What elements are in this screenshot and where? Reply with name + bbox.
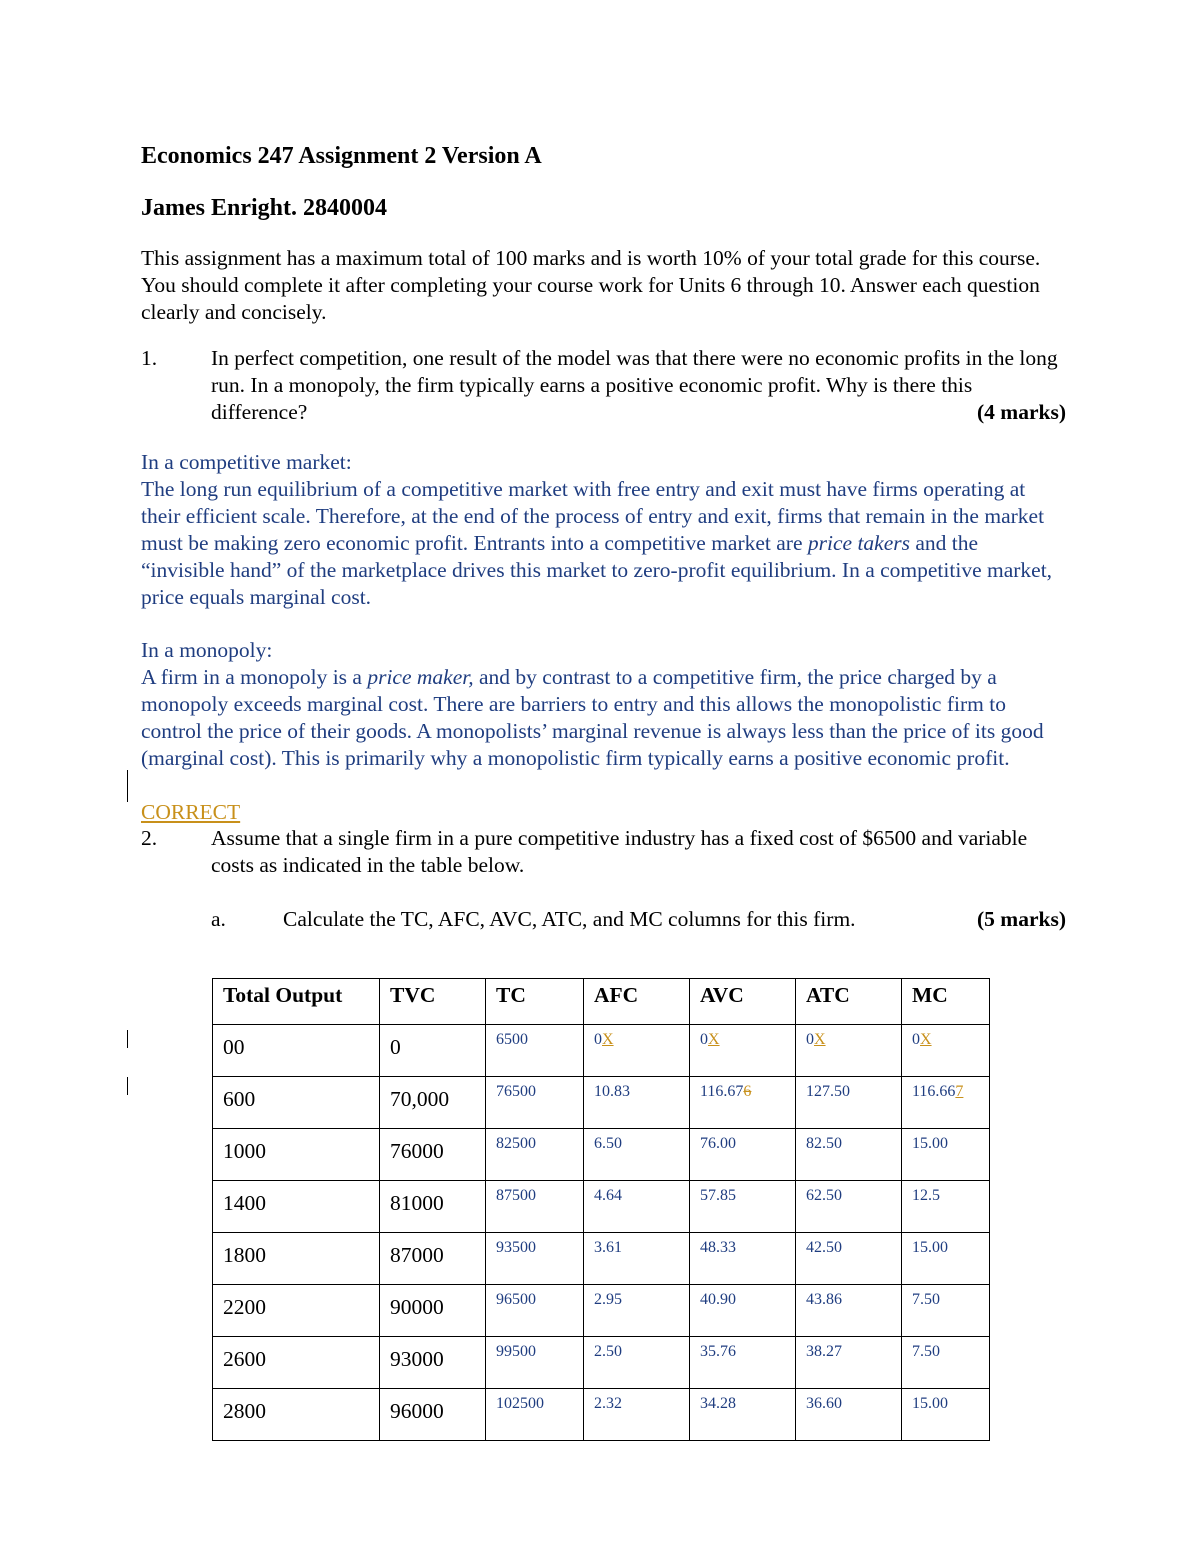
revision-bar bbox=[127, 770, 128, 802]
monopoly-emphasis: price maker, bbox=[367, 665, 474, 689]
question-2a-marks: (5 marks) bbox=[977, 907, 1066, 931]
cell-afc: 4.64 bbox=[584, 1181, 690, 1233]
competitive-paragraph bbox=[141, 476, 1066, 611]
table-row bbox=[213, 1337, 990, 1389]
cell-avc: 57.85 bbox=[690, 1181, 796, 1233]
cell-tvc: 93000 bbox=[380, 1337, 486, 1389]
cell-output: 2800 bbox=[213, 1389, 380, 1441]
author-line: James Enright. 2840004 bbox=[141, 195, 387, 221]
document-title: Economics 247 Assignment 2 Version A bbox=[141, 143, 542, 169]
cell-mc: 15.00 bbox=[902, 1389, 990, 1441]
intro-paragraph: This assignment has a maximum total of 100 marks and is worth 10% of your total grade for this course. You should complete it after completing your course work for Units 6 through 10. Answer each question clearly and concisely. bbox=[141, 246, 1041, 324]
competitive-text-b: and the “invisible hand” of the marketplace drives this market to zero-profit equilibrium. In a competitive market, price equals marginal cost. bbox=[141, 531, 1053, 609]
cell-mc: 15.00 bbox=[902, 1129, 990, 1181]
answer-1-monopoly bbox=[141, 637, 1066, 772]
competitive-emphasis: price takers bbox=[807, 531, 910, 555]
question-2 bbox=[141, 825, 1066, 879]
cell-mc bbox=[902, 1025, 990, 1077]
grader-x-mark: X bbox=[814, 1031, 826, 1048]
question-2a bbox=[211, 906, 1066, 933]
cell-atc: 43.86 bbox=[796, 1285, 902, 1337]
header-tvc: TVC bbox=[380, 979, 486, 1025]
cell-avc bbox=[690, 1025, 796, 1077]
cell-afc: 6.50 bbox=[584, 1129, 690, 1181]
cell-afc: 2.50 bbox=[584, 1337, 690, 1389]
cell-tc: 76500 bbox=[486, 1077, 584, 1129]
cell-avc: 48.33 bbox=[690, 1233, 796, 1285]
cell-afc bbox=[584, 1025, 690, 1077]
grader-x-mark: X bbox=[602, 1031, 614, 1048]
cell-atc: 127.50 bbox=[796, 1077, 902, 1129]
header-total-output: Total Output bbox=[213, 979, 380, 1025]
cell-avc: 40.90 bbox=[690, 1285, 796, 1337]
monopoly-paragraph bbox=[141, 664, 1066, 772]
cell-value: 0 bbox=[912, 1031, 920, 1048]
table-header-row bbox=[213, 979, 990, 1025]
cell-value: 0 bbox=[806, 1031, 814, 1048]
table-row bbox=[213, 1077, 990, 1129]
header-afc: AFC bbox=[584, 979, 690, 1025]
cell-atc: 36.60 bbox=[796, 1389, 902, 1441]
header-atc: ATC bbox=[796, 979, 902, 1025]
cell-mc: 12.5 bbox=[902, 1181, 990, 1233]
cell-tc: 82500 bbox=[486, 1129, 584, 1181]
cell-tvc: 87000 bbox=[380, 1233, 486, 1285]
cell-avc bbox=[690, 1077, 796, 1129]
cell-value: 0 bbox=[700, 1031, 708, 1048]
header-avc: AVC bbox=[690, 979, 796, 1025]
cell-tc: 87500 bbox=[486, 1181, 584, 1233]
cell-atc: 62.50 bbox=[796, 1181, 902, 1233]
competitive-text-a: The long run equilibrium of a competitive market with free entry and exit must have firms operating at their efficient scale. Therefore, at the end of the process of entry and exit, firms that remain in the market must be making zero economic profit. Entrants into a competitive market are bbox=[141, 477, 1045, 555]
cost-table bbox=[212, 978, 990, 1441]
cell-avc: 35.76 bbox=[690, 1337, 796, 1389]
cell-tvc: 90000 bbox=[380, 1285, 486, 1337]
cell-output: 600 bbox=[213, 1077, 380, 1129]
table-row bbox=[213, 1285, 990, 1337]
cell-tvc: 81000 bbox=[380, 1181, 486, 1233]
question-2a-text bbox=[283, 906, 1066, 933]
cell-atc bbox=[796, 1025, 902, 1077]
answer-1-competitive bbox=[141, 449, 1066, 611]
cell-mc: 7.50 bbox=[902, 1337, 990, 1389]
cell-atc: 82.50 bbox=[796, 1129, 902, 1181]
question-1-body: In perfect competition, one result of the model was that there were no economic profits in the long run. In a monopoly, the firm typically earns a positive economic profit. Why is there this difference? bbox=[211, 346, 1058, 424]
question-1-number: 1. bbox=[141, 346, 158, 370]
question-1-text bbox=[211, 345, 1066, 426]
cell-tvc: 0 bbox=[380, 1025, 486, 1077]
cell-afc: 2.32 bbox=[584, 1389, 690, 1441]
cell-tc: 6500 bbox=[486, 1025, 584, 1077]
cell-mc: 15.00 bbox=[902, 1233, 990, 1285]
question-1-marks: (4 marks) bbox=[977, 400, 1066, 424]
table-row bbox=[213, 1233, 990, 1285]
cell-tc: 96500 bbox=[486, 1285, 584, 1337]
cell-output: 1800 bbox=[213, 1233, 380, 1285]
cell-afc: 10.83 bbox=[584, 1077, 690, 1129]
cell-output: 1400 bbox=[213, 1181, 380, 1233]
cell-afc: 3.61 bbox=[584, 1233, 690, 1285]
header-tc: TC bbox=[486, 979, 584, 1025]
table-row bbox=[213, 1389, 990, 1441]
monopoly-text-b: and by contrast to a competitive firm, the price charged by a monopoly exceeds marginal cost. There are barriers to entry and this allows the monopolistic firm to control the price of their goods. A monopolists’ marginal revenue is always less than the price of its good (marginal cost). This is primarily why a monopolistic firm typically earns a positive economic profit. bbox=[141, 665, 1044, 770]
header-mc: MC bbox=[902, 979, 990, 1025]
question-2a-body: Calculate the TC, AFC, AVC, ATC, and MC columns for this firm. bbox=[283, 907, 856, 931]
cell-mc: 7.50 bbox=[902, 1285, 990, 1337]
grader-correct-mark: CORRECT bbox=[141, 800, 241, 824]
cell-output: 00 bbox=[213, 1025, 380, 1077]
grader-x-mark: X bbox=[920, 1031, 932, 1048]
inserted-digit: 7 bbox=[955, 1083, 964, 1100]
grader-x-mark: X bbox=[708, 1031, 720, 1048]
cell-atc: 38.27 bbox=[796, 1337, 902, 1389]
question-2-number: 2. bbox=[141, 826, 158, 850]
table-row bbox=[213, 1025, 990, 1077]
cell-value: 116.67 bbox=[700, 1083, 744, 1100]
table-row bbox=[213, 1129, 990, 1181]
question-1 bbox=[141, 345, 1066, 426]
competitive-heading: In a competitive market: bbox=[141, 450, 352, 474]
monopoly-heading: In a monopoly: bbox=[141, 638, 273, 662]
revision-bar bbox=[127, 1030, 128, 1048]
revision-bar bbox=[127, 1077, 128, 1095]
cell-value: 116.66 bbox=[912, 1083, 956, 1100]
cell-afc: 2.95 bbox=[584, 1285, 690, 1337]
cell-output: 2600 bbox=[213, 1337, 380, 1389]
monopoly-text-a: A firm in a monopoly is a bbox=[141, 665, 368, 689]
cell-tvc: 76000 bbox=[380, 1129, 486, 1181]
cell-avc: 34.28 bbox=[690, 1389, 796, 1441]
question-2-text: Assume that a single firm in a pure competitive industry has a fixed cost of $6500 and variable costs as indicated in the table below. bbox=[211, 826, 1028, 877]
cell-output: 2200 bbox=[213, 1285, 380, 1337]
cell-tc: 93500 bbox=[486, 1233, 584, 1285]
cell-tvc: 96000 bbox=[380, 1389, 486, 1441]
cell-avc: 76.00 bbox=[690, 1129, 796, 1181]
table-row bbox=[213, 1181, 990, 1233]
cell-value: 0 bbox=[594, 1031, 602, 1048]
cell-tc: 102500 bbox=[486, 1389, 584, 1441]
cell-tvc: 70,000 bbox=[380, 1077, 486, 1129]
cell-mc bbox=[902, 1077, 990, 1129]
cell-tc: 99500 bbox=[486, 1337, 584, 1389]
struck-digit: 6 bbox=[743, 1083, 752, 1100]
cell-output: 1000 bbox=[213, 1129, 380, 1181]
question-2a-label: a. bbox=[211, 907, 226, 931]
cell-atc: 42.50 bbox=[796, 1233, 902, 1285]
